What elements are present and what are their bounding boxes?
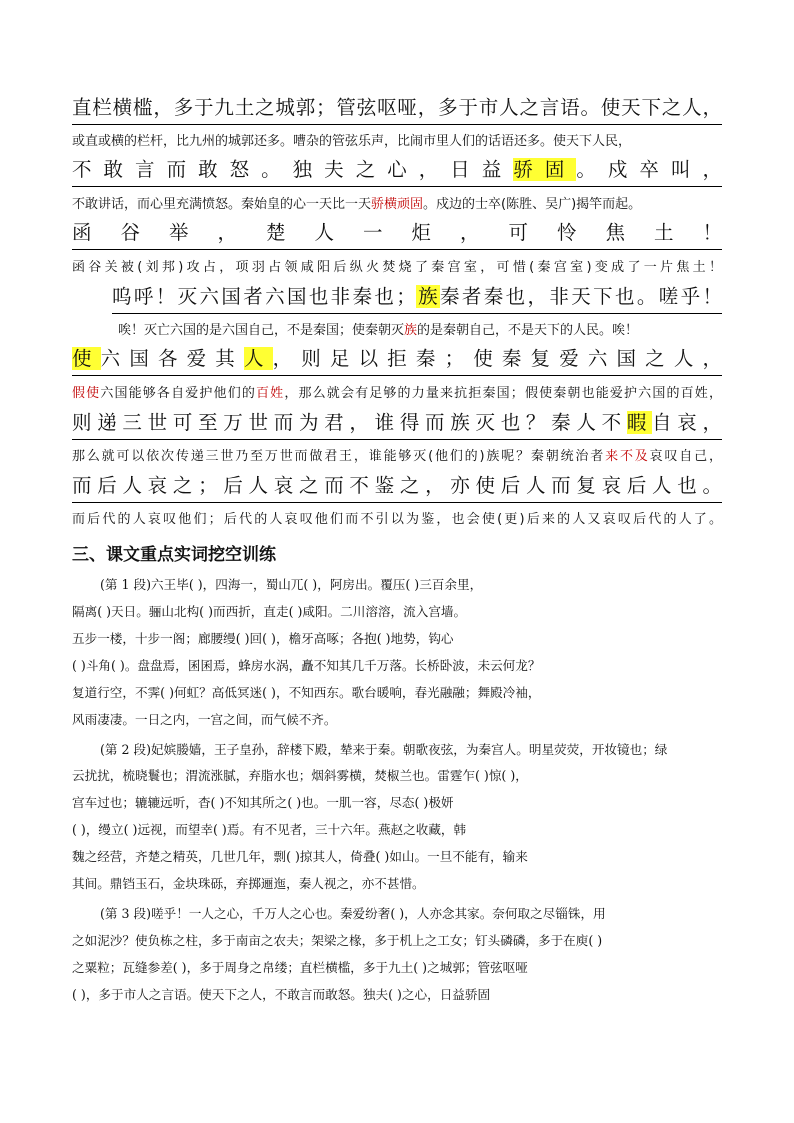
exercise-line: ( )斗角( )。盘盘焉，囷囷焉，蜂房水涡，矗不知其几千万落。长桥卧波，未云何龙？ [72,658,541,673]
exercise-line: 五步一楼，十步一阁；廊腰缦( )回( )，檐牙高啄；各抱( )地势，钩心 [72,631,454,646]
exercise-line: 风雨凄凄。一日之内，一宫之间，而气候不齐。 [72,712,337,727]
exercise-line: ( )，缦立( )远视，而望幸( )焉。有不见者，三十六年。燕赵之收藏，韩 [72,822,467,837]
translation-line-7: 而后代的人哀叹他们；后代的人哀叹他们而不引以为鉴，也会使(更)后来的人又哀叹后代的人了。 [72,512,722,527]
highlight-word: 族 [415,285,441,308]
exercise-line: (第 2 段)妃嫔媵嫱，王子皇孙，辞楼下殿，辇来于秦。朝歌夜弦，为秦宫人。明星荧荧，开妆镜也；绿 [100,742,668,757]
exercise-line: 复道行空，不霁( )何虹？高低冥迷( )，不知西东。歌台暖响，春光融融；舞殿冷袖， [72,685,541,700]
translation-line-4: 唉！灭亡六国的是六国自己，不是秦国；使秦朝灭族的是秦朝自己，不是天下的人民。唉！ [118,323,639,338]
passage-line-2: 不敢言而敢怒。独夫之心，日益骄固。戍卒叫， [72,156,722,187]
exercise-line: 宫车过也；辘辘远听，杳( )不知其所之( )也。一肌一容，尽态( )极妍 [72,795,454,810]
exercise-line: 云扰扰，梳晓鬟也；渭流涨腻，弃脂水也；烟斜雾横，焚椒兰也。雷霆乍( )惊( )， [72,768,528,783]
exercise-line: (第 1 段)六王毕( )，四海一，蜀山兀( )，阿房出。覆压( )三百余里， [100,577,483,592]
highlight-word: 骄固 [513,158,577,181]
translation-line-5: 假使六国能够各自爱护他们的百姓，那么就会有足够的力量来抗拒秦国；假使秦朝也能爱护六国的百姓， [72,386,722,401]
exercise-line: ( )，多于市人之言语。使天下之人，不敢言而敢怒。独夫( )之心，日益骄固 [72,987,491,1002]
exercise-line: 其间。鼎铛玉石，金块珠砾，弃掷逦迤，秦人视之，亦不甚惜。 [72,876,425,891]
passage-line-4: 呜呼！灭六国者六国也非秦也；族秦者秦也，非天下也。嗟乎！ [112,283,722,314]
translation-line-1: 或直或横的栏杆，比九州的城郭还多。嘈杂的管弦乐声，比闹市里人们的话语还多。使天下人民， [72,134,632,149]
exercise-line: 之如泥沙？使负栋之柱，多于南亩之农夫；架梁之椽，多于机上之工女；钉头磷磷，多于在庾( ) [72,933,603,948]
exercise-line: 之粟粒；瓦缝参差( )，多于周身之帛缕；直栏横槛，多于九土( )之城郭；管弦呕哑 [72,960,528,975]
translation-line-6: 那么就可以依次传递三世乃至万世而做君王，谁能够灭(他们的)族呢？秦朝统治者来不及哀叹自己， [72,449,722,464]
passage-line-6: 则递三世可至万世而为君，谁得而族灭也？秦人不暇自哀， [72,409,722,440]
passage-line-1: 直栏横槛，多于九土之城郭；管弦呕哑，多于市人之言语。使天下之人， [72,94,722,125]
passage-line-5: 使六国各爱其人，则足以拒秦；使秦复爱六国之人， [72,345,722,376]
exercise-line: (第 3 段)嗟乎！一人之心，千万人之心也。秦爱纷奢( )，人亦念其家。奈何取之尽锱铢，用 [100,906,606,921]
highlight-word: 暇 [626,411,653,434]
exercise-line: 隔离( )天日。骊山北构( )而西折，直走( )咸阳。二川溶溶，流入宫墙。 [72,604,467,619]
section-heading: 三、课文重点实词挖空训练 [72,545,276,565]
passage-line-7: 而后人哀之；后人哀之而不鉴之，亦使后人而复哀后人也。 [72,472,722,503]
exercise-line: 魏之经营，齐楚之精英，几世几年，剽( )掠其人，倚叠( )如山。一旦不能有，输来 [72,849,528,864]
translation-line-2: 不敢讲话，而心里充满愤怒。秦始皇的心一天比一天骄横顽固。戍边的士卒(陈胜、吴广)揭竿而起。 [72,197,642,212]
highlight-word: 人 [243,347,273,370]
translation-line-3: 函谷关被(刘邦)攻占，项羽占领咸阳后纵火焚烧了秦宫室，可惜(秦宫室)变成了一片焦土！ [72,260,722,275]
passage-line-3: 函谷举，楚人一炬，可怜焦土！ [72,219,722,250]
highlight-word: 使 [72,347,101,370]
